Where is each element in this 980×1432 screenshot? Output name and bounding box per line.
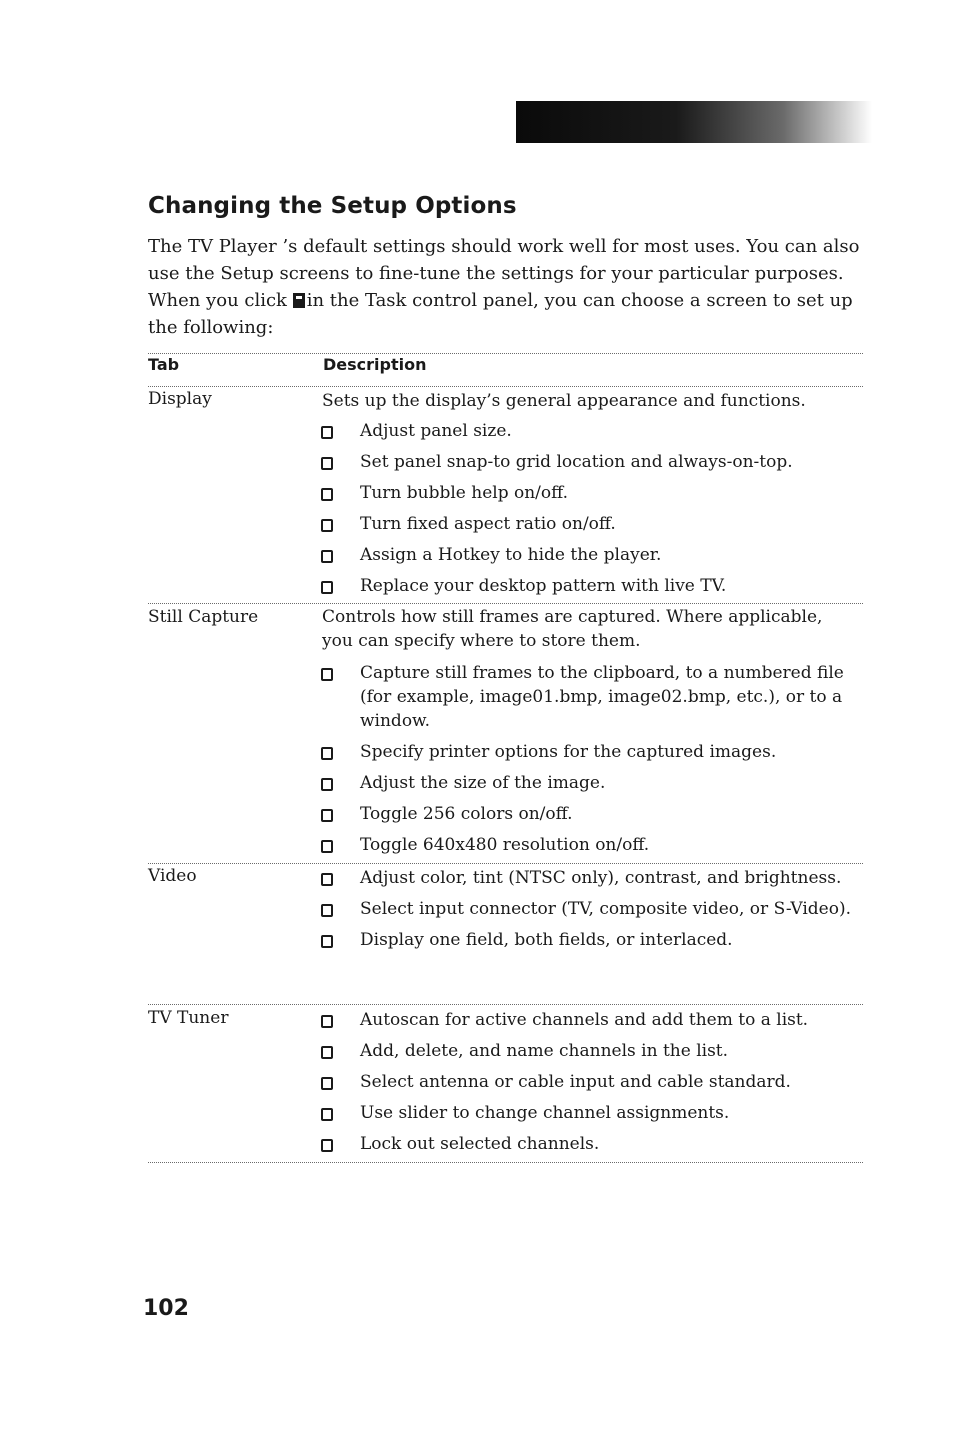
list-item: Turn bubble help on/off.	[318, 481, 858, 505]
row-description-still-capture: Controls how still frames are captured. Where applicable, you can specify where to store them.	[322, 607, 823, 651]
intro-text-before-icon: The TV Player ’s default settings should work well for most uses. You can also use the Setup screens to fine-tune the settings for your particular purposes. When you click	[148, 236, 860, 311]
list-item: Adjust color, tint (NTSC only), contrast, and brightness.	[318, 866, 858, 890]
bullet-list-tv-tuner	[318, 1008, 858, 1156]
table-rule	[148, 863, 863, 864]
intro-paragraph	[148, 233, 863, 341]
table-rule	[148, 1004, 863, 1005]
checkbox-bullet-icon	[321, 873, 333, 886]
page-number: 102	[143, 1296, 189, 1321]
setup-icon	[293, 293, 305, 308]
row-description-display: Sets up the display’s general appearance and functions.	[322, 391, 806, 411]
section-title: Changing the Setup Options	[148, 193, 517, 219]
checkbox-bullet-icon	[321, 668, 333, 681]
table-rule-top	[148, 353, 863, 354]
list-item: Capture still frames to the clipboard, to a numbered file (for example, image01.bmp, image02.bmp, etc.), or to a window.	[318, 661, 858, 733]
checkbox-bullet-icon	[321, 488, 333, 501]
bullet-list-display	[318, 419, 858, 598]
list-item: Turn fixed aspect ratio on/off.	[318, 512, 858, 536]
list-item: Specify printer options for the captured images.	[318, 740, 858, 764]
list-item: Adjust the size of the image.	[318, 771, 858, 795]
list-item: Set panel snap-to grid location and always-on-top.	[318, 450, 858, 474]
checkbox-bullet-icon	[321, 426, 333, 439]
checkbox-bullet-icon	[321, 1046, 333, 1059]
table-rule-bottom	[148, 1162, 863, 1163]
checkbox-bullet-icon	[321, 747, 333, 760]
bullet-list-video	[318, 866, 858, 952]
list-item: Toggle 256 colors on/off.	[318, 802, 858, 826]
intro-text-after-icon: in the Task control panel, you can choose a screen to set up the following:	[148, 290, 853, 338]
checkbox-bullet-icon	[321, 904, 333, 917]
checkbox-bullet-icon	[321, 581, 333, 594]
checkbox-bullet-icon	[321, 1139, 333, 1152]
checkbox-bullet-icon	[321, 1108, 333, 1121]
list-item: Add, delete, and name channels in the list.	[318, 1039, 858, 1063]
list-item: Adjust panel size.	[318, 419, 858, 443]
row-tab-still-capture: Still Capture	[148, 607, 259, 627]
header-bar	[516, 101, 872, 143]
checkbox-bullet-icon	[321, 519, 333, 532]
list-item: Assign a Hotkey to hide the player.	[318, 543, 858, 567]
table-rule-header	[148, 386, 863, 387]
list-item: Replace your desktop pattern with live TV.	[318, 574, 858, 598]
list-item: Select antenna or cable input and cable standard.	[318, 1070, 858, 1094]
checkbox-bullet-icon	[321, 778, 333, 791]
list-item: Lock out selected channels.	[318, 1132, 858, 1156]
list-item: Toggle 640x480 resolution on/off.	[318, 833, 858, 857]
row-tab-display: Display	[148, 389, 212, 409]
list-item: Select input connector (TV, composite video, or S-Video).	[318, 897, 858, 921]
bullet-list-still-capture	[318, 661, 858, 857]
list-item: Autoscan for active channels and add them to a list.	[318, 1008, 858, 1032]
checkbox-bullet-icon	[321, 1015, 333, 1028]
checkbox-bullet-icon	[321, 840, 333, 853]
checkbox-bullet-icon	[321, 550, 333, 563]
checkbox-bullet-icon	[321, 809, 333, 822]
table-rule	[148, 603, 863, 604]
checkbox-bullet-icon	[321, 935, 333, 948]
checkbox-bullet-icon	[321, 1077, 333, 1090]
list-item: Display one field, both fields, or interlaced.	[318, 928, 858, 952]
row-tab-video: Video	[148, 866, 197, 886]
checkbox-bullet-icon	[321, 457, 333, 470]
list-item: Use slider to change channel assignments.	[318, 1101, 858, 1125]
column-header-description: Description	[323, 355, 427, 374]
row-tab-tv-tuner: TV Tuner	[148, 1008, 229, 1028]
column-header-tab: Tab	[148, 355, 180, 374]
